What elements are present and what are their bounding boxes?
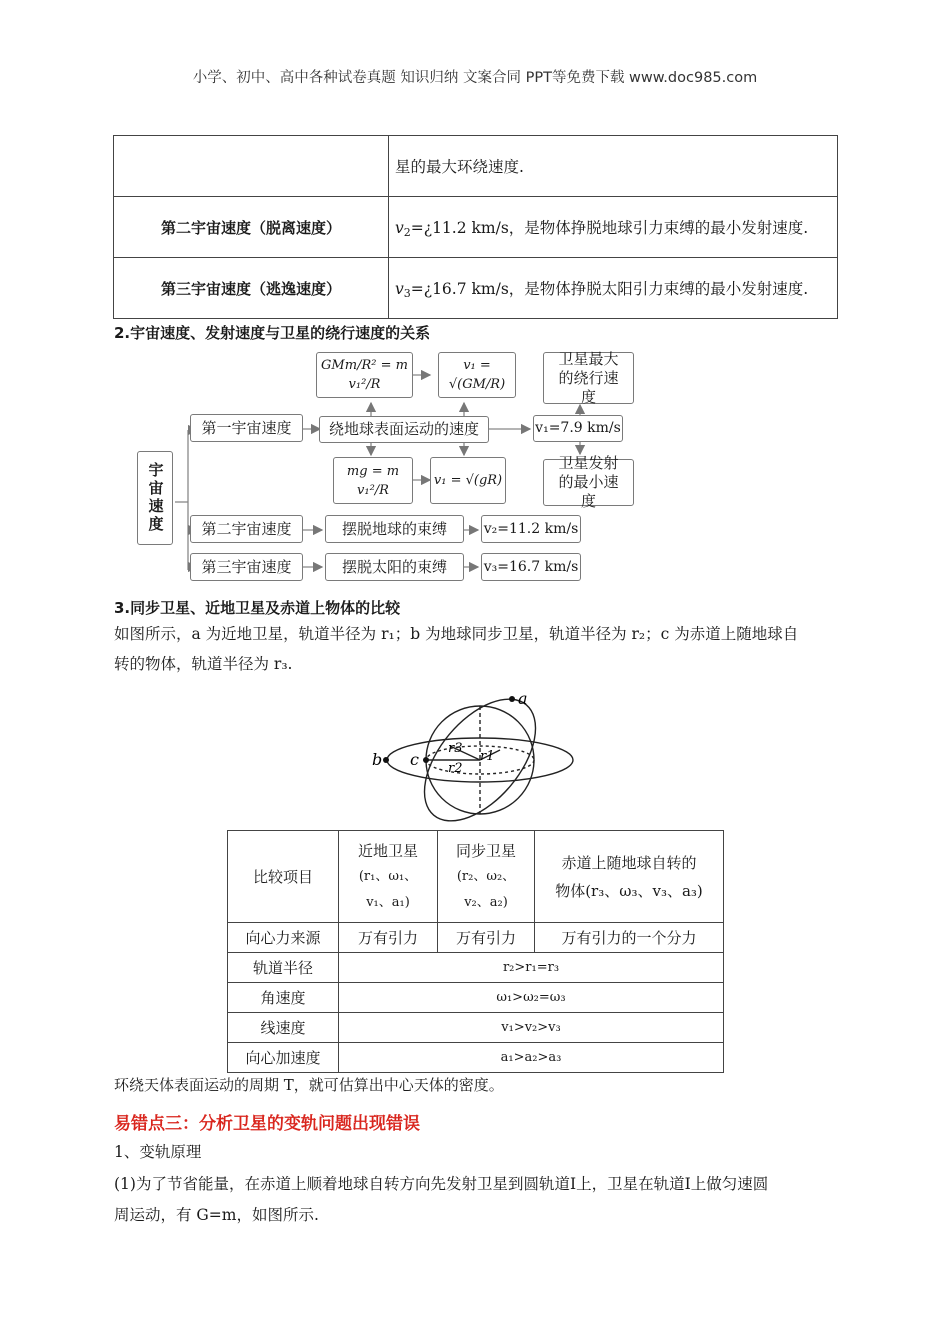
table1-row3-label: 第三宇宙速度（逃逸速度） <box>114 258 389 319</box>
near-header-params-2: v₁、a₁) <box>366 894 410 910</box>
first-cosmic-velocity-box: 第一宇宙速度 <box>190 414 303 442</box>
paragraph-1-line-1: (1)为了节省能量，在赤道上顺着地球自转方向先发射卫星到圆轨道Ⅰ上，卫星在轨道Ⅰ上做匀速圆 <box>114 1175 769 1193</box>
row-angular-value: ω₁>ω₂=ω₃ <box>339 983 724 1013</box>
sync-header-params-1: (r₂、ω₂、 <box>456 868 516 884</box>
row-accel-label: 向心加速度 <box>228 1043 339 1073</box>
page-header: 小学、初中、高中各种试卷真题 知识归纳 文案合同 PPT等免费下载 www.doc985.com <box>192 70 758 86</box>
formula-mg-box: mg = m v₁²/R <box>333 457 413 504</box>
after-table-text: 环绕天体表面运动的周期 T，就可估算出中心天体的密度。 <box>114 1076 504 1094</box>
satellite-a-dot <box>509 696 515 702</box>
v2-symbol: v <box>395 218 404 237</box>
table2-header-item: 比较项目 <box>228 831 339 923</box>
formula-v1-gr-box: v₁ = √(gR) <box>430 457 506 504</box>
v3-subscript: 3 <box>403 286 411 300</box>
label-r3: r3 <box>448 741 463 756</box>
orbit-figure <box>360 686 580 824</box>
v2-value: =¿11.2 km/s <box>410 218 509 237</box>
max-orbit-speed-box: 卫星最大的绕行速度 <box>543 352 634 404</box>
row-force-sync: 万有引力 <box>438 923 535 953</box>
sync-header-name: 同步卫星 <box>455 841 516 860</box>
label-b: b <box>372 750 383 769</box>
equator-header-name: 赤道上随地球自转的 <box>561 853 697 872</box>
row-force-label: 向心力来源 <box>228 923 339 953</box>
label-a: a <box>518 689 528 708</box>
near-header-name: 近地卫星 <box>357 841 418 860</box>
section-3-title: 3.同步卫星、近地卫星及赤道上物体的比较 <box>114 599 401 617</box>
surface-motion-box: 绕地球表面运动的速度 <box>319 416 489 443</box>
v3-description: ，是物体挣脱太阳引力束缚的最小发射速度. <box>508 279 809 298</box>
v2-value-box: v₂=11.2 km/s <box>481 515 581 543</box>
row-accel-value: a₁>a₂>a₃ <box>339 1043 724 1073</box>
v1-value-box: v₁=7.9 km/s <box>533 415 623 442</box>
error-point-title: 易错点三：分析卫星的变轨问题出现错误 <box>114 1114 420 1134</box>
sync-header-params-2: v₂、a₂) <box>464 894 508 910</box>
equator-header-params: 物体(r₃、ω₃、v₃、a₃) <box>555 881 703 900</box>
formula-gm-box: GMm/R² = m v₁²/R <box>316 352 413 398</box>
row-linear-value: v₁>v₂>v₃ <box>339 1013 724 1043</box>
formula-v1-gm-box: v₁ = √(GM/R) <box>438 352 516 398</box>
table2-header-near <box>339 831 438 923</box>
v2-description: ，是物体挣脱地球引力束缚的最小发射速度. <box>508 218 809 237</box>
row-force-equator: 万有引力的一个分力 <box>535 923 724 953</box>
escape-sun-box: 摆脱太阳的束缚 <box>325 553 464 581</box>
label-r2: r2 <box>448 761 463 776</box>
escape-earth-box: 摆脱地球的束缚 <box>325 515 464 543</box>
table2-header-equator <box>535 831 724 923</box>
orbit-change-subtitle: 1、变轨原理 <box>114 1143 202 1161</box>
table2-header-sync <box>438 831 535 923</box>
second-cosmic-velocity-box: 第二宇宙速度 <box>190 515 303 543</box>
row-linear-label: 线速度 <box>228 1013 339 1043</box>
min-launch-speed-box: 卫星发射的最小速度 <box>543 459 634 506</box>
v3-value-box: v₃=16.7 km/s <box>481 553 581 581</box>
label-r1: r1 <box>480 749 495 764</box>
label-c: c <box>410 750 419 769</box>
paragraph-1-line-2: 周运动，有 G=m，如图所示. <box>114 1206 319 1224</box>
near-header-params-1: (r₁、ω₁、 <box>358 868 418 884</box>
table1-row1-text: 星的最大环绕速度. <box>389 136 838 197</box>
row-force-near: 万有引力 <box>339 923 438 953</box>
section-2-title: 2.宇宙速度、发射速度与卫星的绕行速度的关系 <box>114 324 431 342</box>
satellite-b-dot <box>383 757 389 763</box>
row-angular-label: 角速度 <box>228 983 339 1013</box>
row-radius-value: r₂>r₁=r₃ <box>339 953 724 983</box>
third-cosmic-velocity-box: 第三宇宙速度 <box>190 553 303 581</box>
table1-row2-label: 第二宇宙速度（脱离速度） <box>114 197 389 258</box>
table1-empty-cell <box>114 136 389 197</box>
section-3-line-2: 转的物体，轨道半径为 r₃. <box>114 655 293 673</box>
row-radius-label: 轨道半径 <box>228 953 339 983</box>
v2-subscript: 2 <box>403 225 411 239</box>
table1-row2-content <box>389 197 838 258</box>
table1-row3-content <box>389 258 838 319</box>
cosmic-velocity-root-box: 宇宙速度 <box>137 451 173 545</box>
satellite-comparison-table <box>227 830 724 1073</box>
v3-value: =¿16.7 km/s <box>410 279 509 298</box>
object-c-dot <box>423 757 429 763</box>
cosmic-velocity-table <box>113 135 838 319</box>
v3-symbol: v <box>395 279 404 298</box>
section-3-line-1: 如图所示，a 为近地卫星，轨道半径为 r₁；b 为地球同步卫星，轨道半径为 r₂；c 为赤道上随地球自 <box>114 625 799 643</box>
